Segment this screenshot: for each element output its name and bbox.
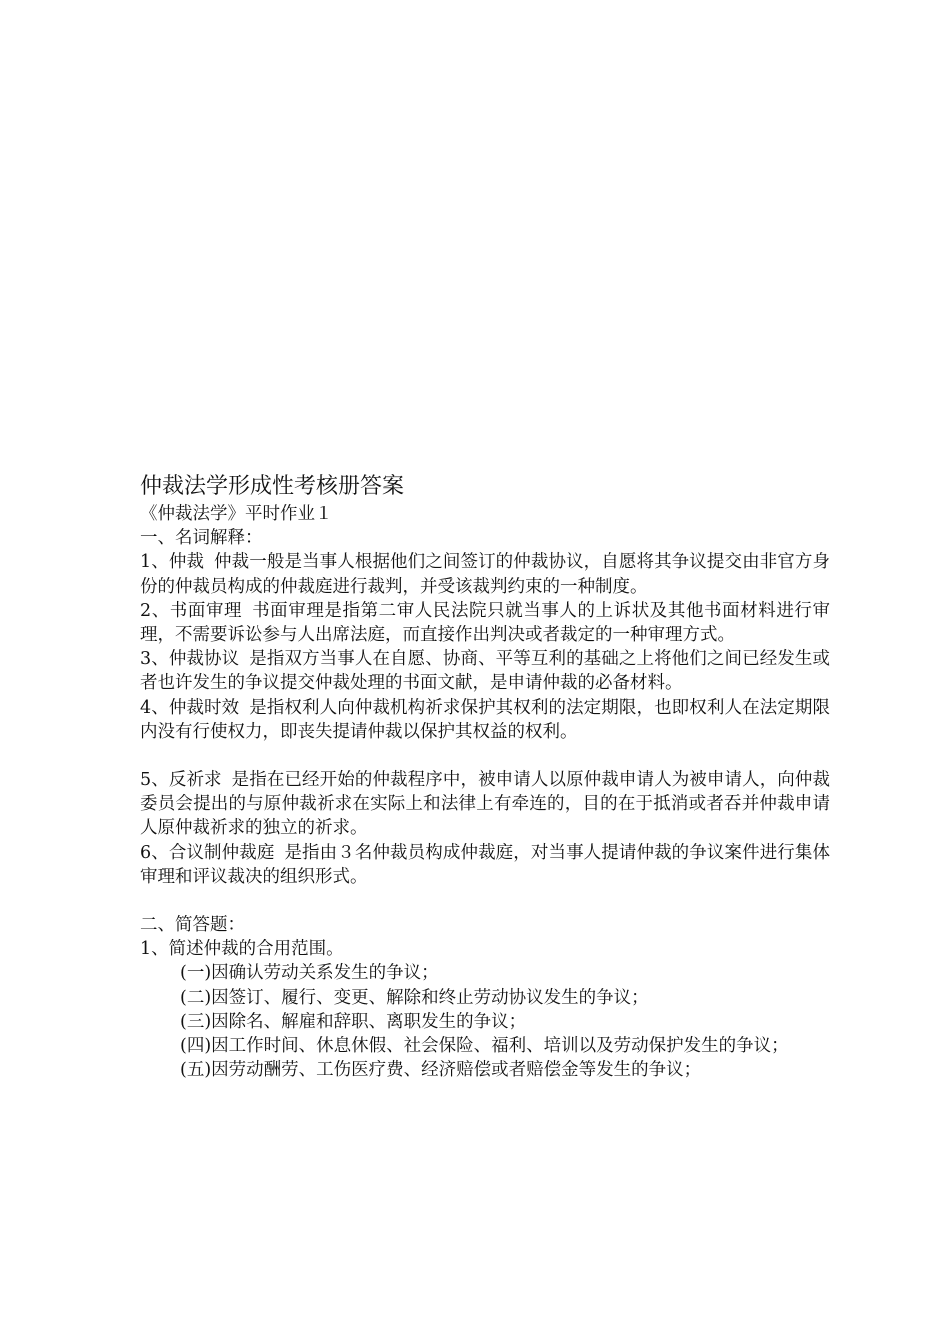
- definition-item: [140, 696, 830, 744]
- scope-item: (五)因劳动酬劳、工伤医疗费、经济赔偿或者赔偿金等发生的争议；: [180, 1060, 702, 1081]
- paragraph-gap: [140, 744, 830, 768]
- definition-number: 3、: [140, 649, 169, 670]
- definition-item: [140, 647, 830, 695]
- definition-number: 6、: [140, 842, 169, 863]
- paragraph-gap: [140, 889, 830, 913]
- definition-text: 是指权利人向仲裁机构祈求保护其权利的法定期限，也即权利人在法定期限内没有行使权力，即丧失提请仲裁以保护其权益的权利。: [140, 697, 830, 742]
- definition-number: 2、: [140, 600, 170, 621]
- definition-text: 书面审理是指第二审人民法院只就当事人的上诉状及其他书面材料进行审理，不需要诉讼参与人出席法庭，而直接作出判决或者裁定的一种审理方式。: [140, 600, 831, 646]
- document-title: 仲裁法学形成性考核册答案: [140, 474, 405, 499]
- scope-list: [140, 961, 830, 1082]
- scope-item: (一)因确认劳动关系发生的争议；: [180, 963, 439, 984]
- definition-number: 4、: [140, 697, 169, 718]
- definition-item: [140, 841, 830, 889]
- document-page: [140, 472, 830, 1082]
- definition-item: [140, 599, 830, 647]
- definition-text: 是指双方当事人在自愿、协商、平等互利的基础之上将他们之间已经发生或者也许发生的争议提交仲裁处理的书面文献，是申请仲裁的必备材料。: [140, 649, 830, 694]
- question-title: 1、简述仲裁的合用范围。: [140, 939, 344, 960]
- definition-term: 合议制仲裁庭: [168, 842, 275, 863]
- definition-number: 1、: [140, 552, 169, 573]
- definition-term: 仲裁时效: [168, 697, 240, 718]
- definition-text: 是指在已经开始的仲裁程序中，被申请人以原仲裁申请人为被申请人，向仲裁委员会提出的与原仲裁祈求在实际上和法律上有牵连的，目的在于抵消或者吞并仲裁申请人原仲裁祈求的独立的祈求。: [140, 770, 831, 839]
- definition-number: 5、: [140, 770, 169, 791]
- definition-item: [140, 768, 830, 841]
- definition-list: [140, 550, 830, 889]
- definition-item: [140, 550, 830, 598]
- scope-item: (二)因签订、履行、变更、解除和终止劳动协议发生的争议；: [180, 987, 649, 1008]
- scope-item: (三)因除名、解雇和辞职、离职发生的争议；: [180, 1011, 527, 1032]
- definition-term: 反祈求: [168, 770, 222, 791]
- section-1-heading: 一、名词解释：: [140, 528, 263, 549]
- definition-term: 仲裁协议: [168, 649, 240, 670]
- scope-item: (四)因工作时间、休息休假、社会保险、福利、培训以及劳动保护发生的争议；: [180, 1036, 789, 1057]
- definition-text: 是指由３名仲裁员构成仲裁庭，对当事人提请仲裁的争议案件进行集体审理和评议裁决的组织形式。: [140, 842, 830, 887]
- section-2-heading: 二、简答题：: [140, 915, 245, 936]
- document-subtitle: 《仲裁法学》平时作业１: [140, 504, 333, 524]
- definition-text: 仲裁一般是当事人根据他们之间签订的仲裁协议，自愿将其争议提交由非官方身份的仲裁员构成的仲裁庭进行裁判，并受该裁判约束的一种制度。: [140, 552, 830, 597]
- definition-term: 仲裁: [168, 552, 205, 573]
- definition-term: 书面审理: [169, 600, 243, 621]
